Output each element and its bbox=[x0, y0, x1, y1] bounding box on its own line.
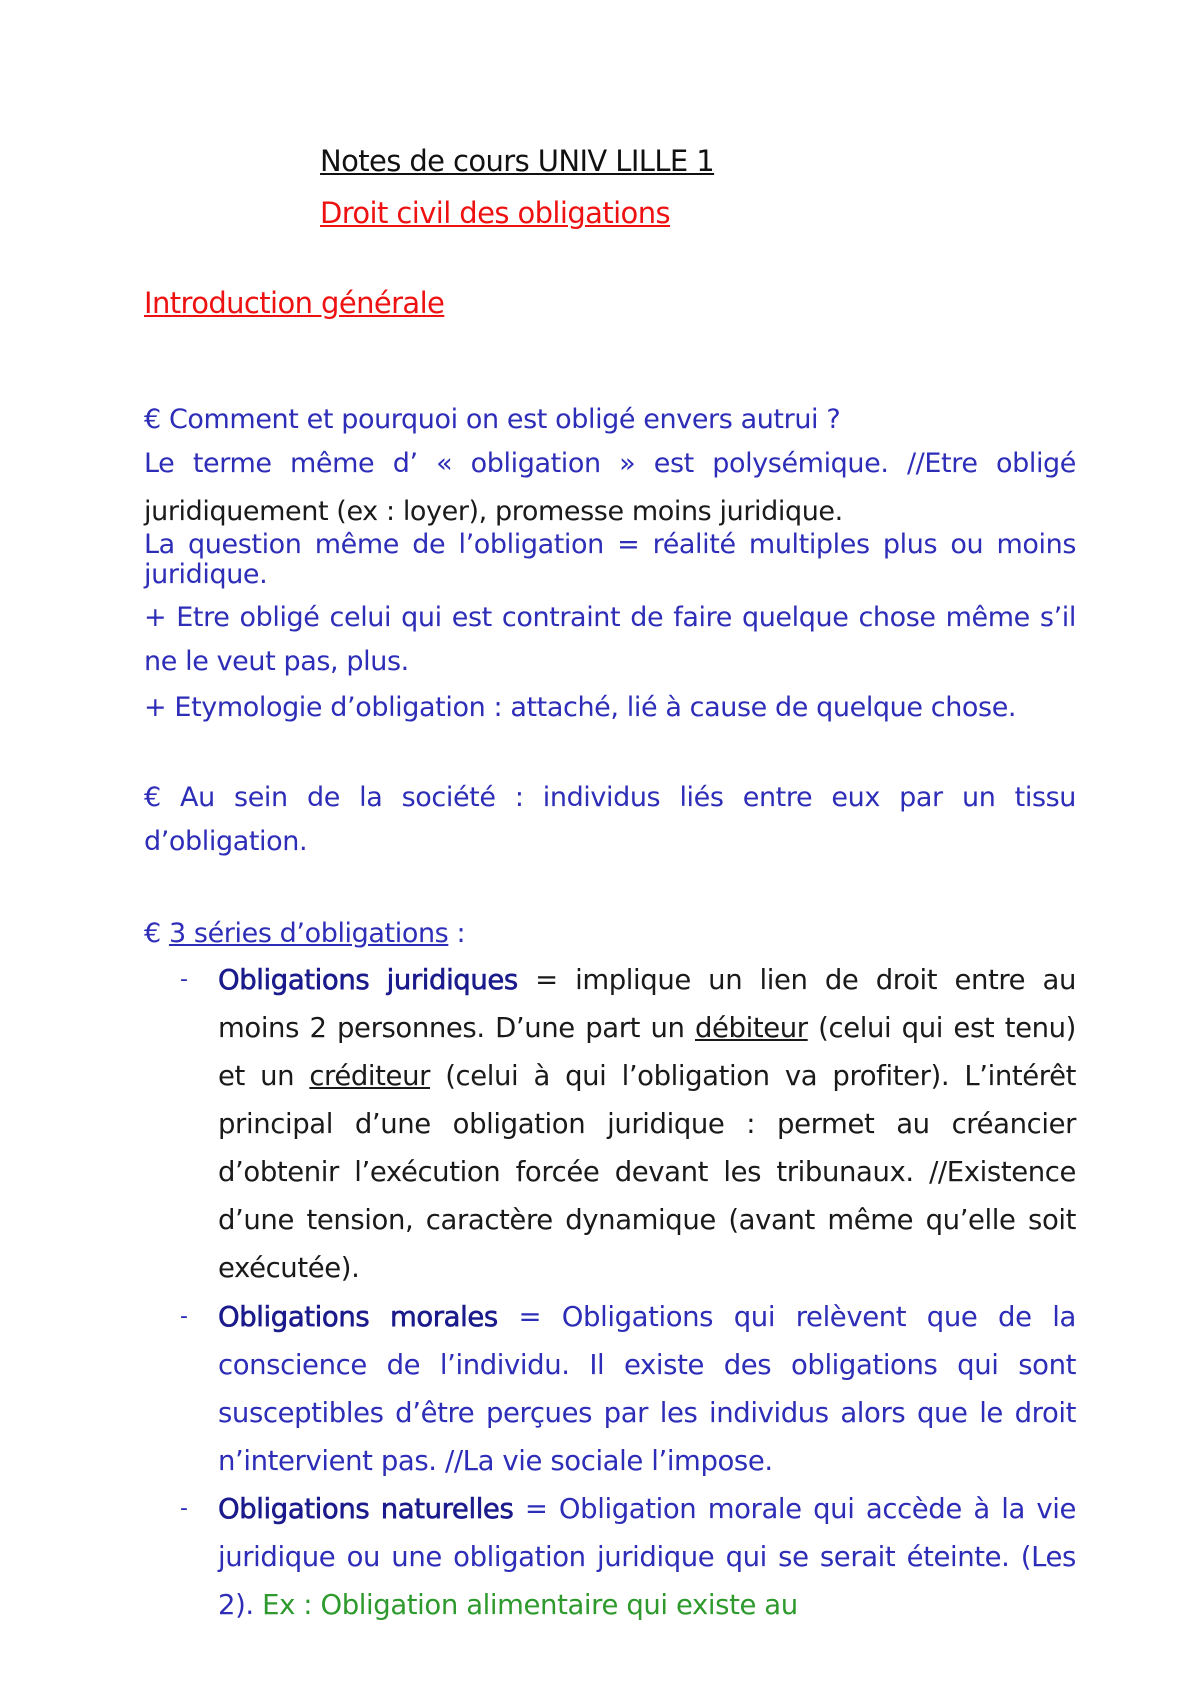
section-heading: Introduction générale bbox=[144, 286, 445, 320]
etymology-paragraph: + Etymologie d’obligation : attaché, lié à cause de quelque chose. bbox=[144, 692, 1017, 723]
legal-text-part2: (celui qui est tenu) et un bbox=[218, 1012, 1076, 1092]
term-moral-obligations: Obligations morales bbox=[218, 1301, 498, 1333]
series-label: 3 séries d’obligations bbox=[168, 918, 449, 949]
series-suffix: : bbox=[448, 918, 466, 949]
polysemy-line-2-block bbox=[144, 490, 1076, 534]
term-natural-obligations: Obligations naturelles bbox=[218, 1493, 514, 1525]
natural-text: = Obligation morale qui accède à la vie juridique ou une obligation juridique qui se serait éteinte. (Les 2). bbox=[218, 1493, 1076, 1621]
moral-obligations-text bbox=[218, 1293, 1076, 1485]
society-paragraph: € Au sein de la société : individus liés entre eux par un tissu d’obligation. bbox=[144, 782, 1076, 857]
reality-paragraph: La question même de l’obligation = réalité multiples plus ou moins juridique. bbox=[144, 529, 1076, 590]
course-subject-title: Droit civil des obligations bbox=[320, 196, 670, 230]
term-debtor: débiteur bbox=[694, 1012, 808, 1044]
natural-obligations-text bbox=[218, 1485, 1076, 1629]
legal-text-part3: (celui à qui l’obligation va profiter). L’intérêt principal d’une obligation juridique : permet au créancier d’obtenir l’exécution forcée devant les tribunaux. //Existence d’une tension, caractère dynamique (avant même qu’elle soit exécutée). bbox=[218, 1060, 1076, 1284]
series-prefix: € bbox=[144, 918, 169, 949]
polysemy-line-2: juridiquement (ex : loyer), promesse moins juridique. bbox=[144, 496, 843, 527]
legal-text-part1: = implique un lien de droit entre au moins 2 personnes. D’une part un bbox=[218, 964, 1076, 1044]
bullet-dash: - bbox=[180, 967, 188, 992]
series-heading bbox=[144, 912, 1076, 956]
constraint-paragraph: + Etre obligé celui qui est contraint de faire quelque chose même s’il ne le veut pas, plus. bbox=[144, 602, 1076, 677]
moral-text: = Obligations qui relèvent que de la conscience de l’individu. Il existe des obligations qui sont susceptibles d’être perçues par les individus alors que le droit n’intervient pas. //La vie sociale l’impose. bbox=[218, 1301, 1076, 1477]
term-legal-obligations: Obligations juridiques bbox=[218, 964, 518, 996]
legal-obligations-text bbox=[218, 956, 1076, 1292]
polysemy-line-1: Le terme même d’ « obligation » est polysémique. //Etre obligé bbox=[144, 448, 1076, 479]
example-text: Ex : Obligation alimentaire qui existe au bbox=[262, 1589, 798, 1621]
bullet-dash: - bbox=[180, 1496, 188, 1521]
course-notes-title: Notes de cours UNIV LILLE 1 bbox=[320, 144, 715, 178]
term-creditor: créditeur bbox=[309, 1060, 431, 1092]
question-paragraph bbox=[144, 398, 1076, 442]
bullet-dash: - bbox=[180, 1304, 188, 1329]
question-text: € Comment et pourquoi on est obligé envers autrui ? bbox=[144, 404, 841, 435]
